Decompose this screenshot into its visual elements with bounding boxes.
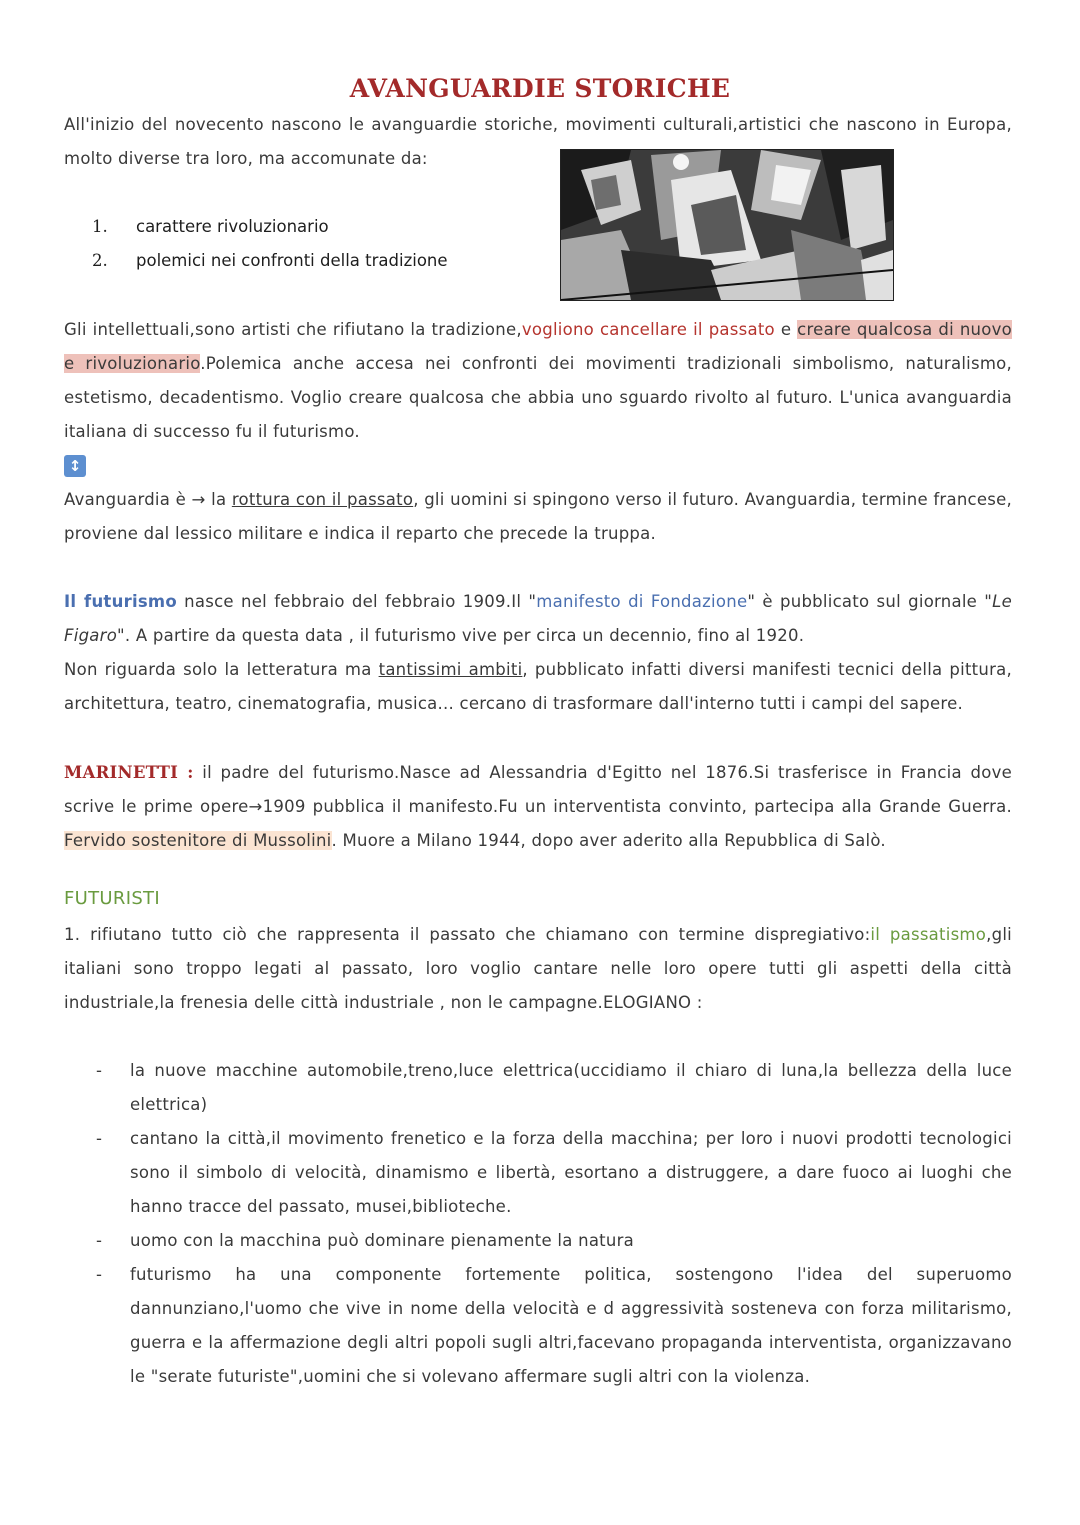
avanguardia-definition-paragraph: Avanguardia è → la rottura con il passato, gli uomini si spingono verso il futuro. Avanguardia, termine francese, proviene dal lessico militare e indica il reparto che precede la truppa. [64,490,1012,543]
guernica-painting-icon [561,150,893,300]
list-item: 2. polemici nei confronti della tradizione [92,251,448,270]
ambiti-paragraph: Non riguarda solo la letteratura ma tantissimi ambiti, pubblicato infatti diversi manifesti tecnici della pittura, architettura, teatro, cinematografia, musica... cercano di trasformare dall'interno tutti i campi del sapere. [64,660,1012,713]
futuristi-heading: FUTURISTI [64,888,160,909]
up-down-arrow-icon: ↕ [64,455,86,477]
list-item: - futurismo ha una componente fortemente politica, sostengono l'idea del superuomo dannunziano,l'uomo che vive in nome della velocità e d aggressività sosteneva con forza militarismo, guerra e la affermazione degli altri popoli sugli altri,facevano propaganda interventista, organizzavano le "serate futuriste",uomini che si volevano affermare sugli altri con la violenza. [96,1265,1012,1386]
features-list [92,210,448,278]
list-item: - cantano la città,il movimento frenetico e la forza della macchina; per loro i nuovi prodotti tecnologici sono il simbolo di velocità, dinamismo e libertà, esortano a distruggere, a dare fuoco ai luoghi che hanno tracce del passato, musei,biblioteche. [96,1129,1012,1216]
list-item: - uomo con la macchina può dominare pienamente la natura [96,1231,634,1250]
marinetti-paragraph: MARINETTI : il padre del futurismo.Nasce ad Alessandria d'Egitto nel 1876.Si trasferisce in Francia dove scrive le prime opere→1909 pubblica il manifesto.Fu un interventista convinto, partecipa alla Grande Guerra. Fervido sostenitore di Mussolini. Muore a Milano 1944, dopo aver aderito alla Repubblica di Salò. [64,763,1012,850]
futuristi-paragraph: 1. rifiutano tutto ciò che rappresenta il passato che chiamano con termine dispregiativo:il passatismo,gli italiani sono troppo legati al passato, loro voglio cantare nelle loro opere tutti gli aspetti della città industriale,la frenesia delle città industriale , non le campagne.ELOGIANO : [64,925,1012,1012]
guernica-painting-image [560,149,894,301]
list-item: - la nuove macchine automobile,treno,luce elettrica(uccidiamo il chiaro di luna,la bellezza della luce elettrica) [96,1061,1012,1114]
intellectuals-paragraph: Gli intellettuali,sono artisti che rifiutano la tradizione,vogliono cancellare il passato e creare qualcosa di nuovo e rivoluzionario.Polemica anche accesa nei confronti dei movimenti tradizionali simbolismo, naturalismo, estetismo, decadentismo. Voglio creare qualcosa che abbia uno sguardo rivolto al futuro. L'unica avanguardia italiana di successo fu il futurismo. [64,320,1013,441]
page-title: AVANGUARDIE STORICHE [349,74,731,103]
elogiano-list [96,1054,1012,1394]
intro-paragraph: All'inizio del novecento nascono le avanguardie storiche, movimenti culturali,artistici che nascono in Europa, molto diverse tra loro, ma accomunate da: [64,115,1012,168]
list-item: 1. carattere rivoluzionario [92,217,329,236]
futurismo-paragraph: Il futurismo nasce nel febbraio del febbraio 1909.Il "manifesto di Fondazione" è pubblicato sul giornale "Le Figaro". A partire da questa data , il futurismo vive per circa un decennio, fino al 1920. [64,592,1012,645]
